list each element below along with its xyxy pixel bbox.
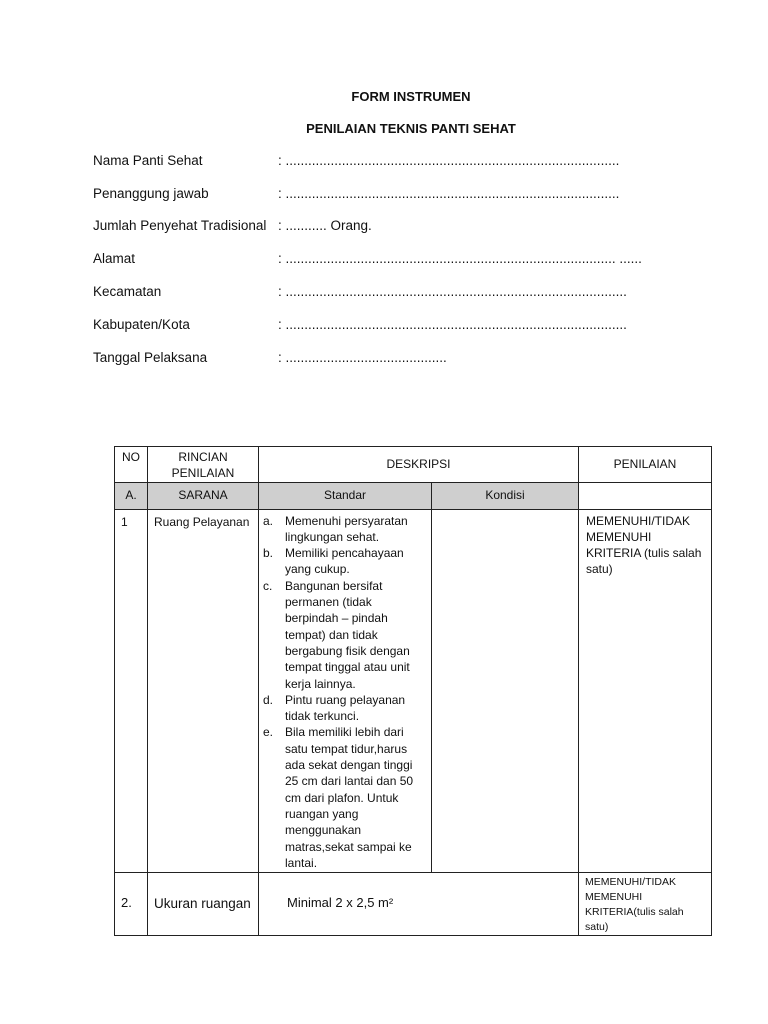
row-item-name: Ukuran ruangan <box>148 872 259 935</box>
field-label: Penanggung jawab <box>93 186 209 201</box>
section-label: A. <box>115 482 148 509</box>
table-header-row <box>115 447 712 483</box>
header-rincian: RINCIAN PENILAIAN <box>148 447 259 483</box>
assessment-table <box>114 446 712 936</box>
field-value: : ........................................... <box>278 350 447 365</box>
field-label: Kabupaten/Kota <box>93 317 190 332</box>
row-penilaian: MEMENUHI/TIDAK MEMENUHI KRITERIA (tulis salah satu) <box>579 509 712 872</box>
list-item-text: Memiliki pencahayaan yang cukup. <box>285 546 404 577</box>
form-subtitle: PENILAIAN TEKNIS PANTI SEHAT <box>306 121 516 136</box>
field-value: : ........................................................................................ ...... <box>278 251 642 266</box>
field-label: Alamat <box>93 251 136 266</box>
row-item-name: Ruang Pelayanan <box>148 509 259 872</box>
row-standar: Minimal 2 x 2,5 m² <box>259 872 579 935</box>
field-label: Nama Panti Sehat <box>93 153 203 168</box>
field-value: : ......................................................................................... <box>278 186 620 201</box>
list-item-text: Bangunan bersifat permanen (tidak berpindah – pindah tempat) dan tidak bergabung fisik dengan tempat tinggal atau unit kerja lainnya. <box>285 578 410 691</box>
subheader-standar: Standar <box>259 482 432 509</box>
list-item-text: Pintu ruang pelayanan tidak terkunci. <box>285 692 406 724</box>
row-standar <box>259 509 432 872</box>
section-penilaian-empty <box>579 482 712 509</box>
list-marker: c. <box>263 578 273 593</box>
list-marker: b. <box>263 546 274 561</box>
row-penilaian: MEMENUHI/TIDAK MEMENUHI KRITERIA(tulis salah satu) <box>579 872 712 935</box>
table-row <box>115 872 712 935</box>
header-deskripsi: DESKRIPSI <box>259 447 579 483</box>
field-label: Tanggal Pelaksana <box>93 350 208 365</box>
field-value: : ........... Orang. <box>278 218 372 233</box>
list-item <box>263 513 427 546</box>
field-value: : ........................................................................................... <box>278 317 627 332</box>
list-marker: e. <box>263 725 274 740</box>
table-row <box>115 509 712 872</box>
form-title: FORM INSTRUMEN <box>351 89 471 104</box>
header-no: NO <box>115 447 148 483</box>
row-kondisi <box>432 509 579 872</box>
field-value: : ........................................................................................... <box>278 284 627 299</box>
list-item-text: Memenuhi persyaratan lingkungan sehat. <box>285 513 408 544</box>
row-number: 2. <box>115 872 148 935</box>
list-item <box>263 545 427 578</box>
standar-list <box>263 513 427 872</box>
section-name: SARANA <box>148 482 259 509</box>
list-item-text: Bila memiliki lebih dari satu tempat tidur,harus ada sekat dengan tinggi 25 cm dari lantai dan 50 cm dari plafon. Untuk ruangan yang menggunakan matras,sekat sampai ke lantai. <box>285 725 414 870</box>
section-row <box>115 482 712 509</box>
list-item <box>263 692 427 725</box>
list-marker: a. <box>263 513 274 528</box>
header-penilaian: PENILAIAN <box>579 447 712 483</box>
field-label: Jumlah Penyehat Tradisional <box>93 218 267 233</box>
field-label: Kecamatan <box>93 284 162 299</box>
subheader-kondisi: Kondisi <box>432 482 579 509</box>
list-item <box>263 724 427 871</box>
field-value: : ......................................................................................... <box>278 153 620 168</box>
row-number: 1 <box>115 509 148 872</box>
list-marker: d. <box>263 692 274 707</box>
list-item <box>263 578 427 692</box>
